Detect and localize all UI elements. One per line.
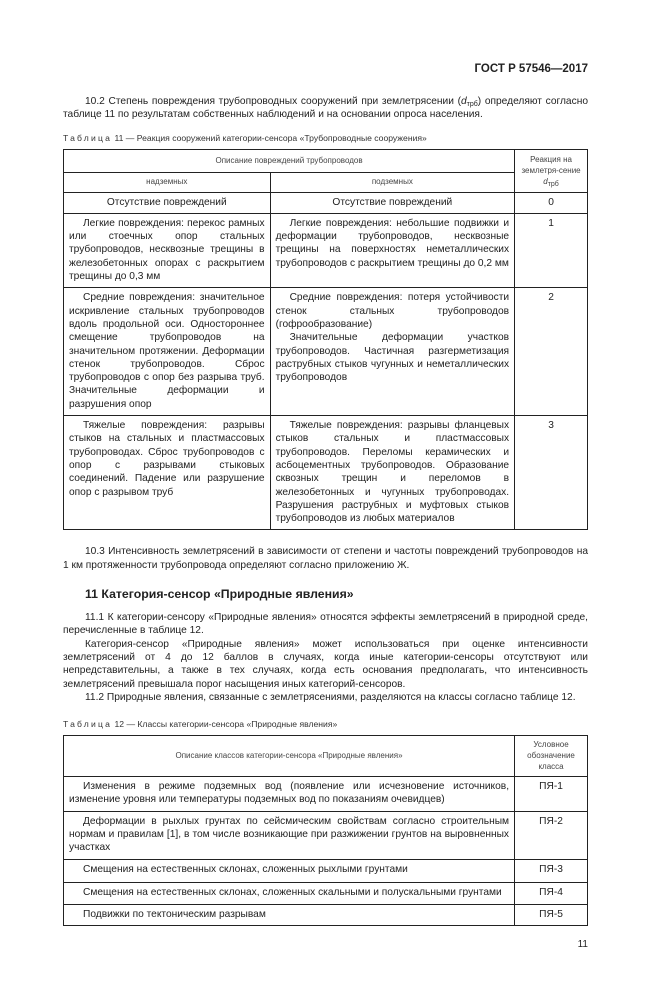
section-11-heading: 11 Категория-сенсор «Природные явления» xyxy=(85,587,354,602)
header-underground: подземных xyxy=(270,172,515,192)
table-row xyxy=(64,213,588,287)
cell-above: Средние повреждения: значительное искривление стальных трубопроводов вдоль продольной оси. Одностороннее смещение трубопроводов на значительном протяжении. Деформации стенок трубопроводов. Сброс трубопроводов с опор без разрыва труб. Значительные деформации и разрушения опор xyxy=(64,288,271,416)
cell-description: Смещения на естественных склонах, сложенных рыхлыми грунтами xyxy=(64,859,515,882)
table-row xyxy=(64,416,588,530)
table-row xyxy=(64,288,588,416)
table-row xyxy=(64,777,588,812)
table-12-caption: Таблица 12 — Классы категории-сенсора «Природные явления» xyxy=(63,719,338,730)
table-row xyxy=(64,882,588,904)
header-reaction: Реакция на землетря-сение $d_{трб}$ xyxy=(515,149,588,192)
cell-description: Смещения на естественных склонах, сложенных скальными и полускальными грунтами xyxy=(64,882,515,904)
cell-code: ПЯ-4 xyxy=(515,882,588,904)
cell-value: 1 xyxy=(515,213,588,287)
cell-code: ПЯ-5 xyxy=(515,904,588,925)
cell-value: 2 xyxy=(515,288,588,416)
header-class-description: Описание классов категории-сенсора «Природные явления» xyxy=(64,736,515,777)
cell-above: Легкие повреждения: перекос рамных или стоечных опор стальных трубопроводов, несквозные трещины в железобетонных опорах с раскрытием трещины до 0,3 мм xyxy=(64,213,271,287)
cell-below xyxy=(270,288,515,416)
cell-description: Изменения в режиме подземных вод (появление или исчезновение источников, изменение уровня или температуры подземных вод по показаниям очевидцев) xyxy=(64,777,515,812)
header-class-code: Условное обозначение класса xyxy=(515,736,588,777)
cell-text: Средние повреждения: потеря устойчивости стенок стальных трубопроводов (гофрообразование) xyxy=(275,292,510,330)
table-row xyxy=(64,904,588,925)
table-12 xyxy=(63,735,588,926)
document-id: ГОСТ Р 57546—2017 xyxy=(474,63,588,75)
cell-below: Отсутствие повреждений xyxy=(270,192,515,213)
cell-above: Отсутствие повреждений xyxy=(64,192,271,213)
cell-below: Легкие повреждения: небольшие подвижки и деформации трубопроводов, несквозные трещины на поверхностях неметаллических трубопроводов с раскрытием трещины до 0,2 мм xyxy=(270,213,515,287)
header-above-ground: надземных xyxy=(64,172,271,192)
cell-above: Тяжелые повреждения: разрывы стыков на стальных и пластмассовых трубопроводах. Сброс трубопроводов с опор с разрывами стыковых соединений. Падение или разрушение опор с разрывом труб xyxy=(64,416,271,530)
cell-value: 3 xyxy=(515,416,588,530)
paragraph-11-1b: Категория-сенсор «Природные явления» может использоваться при оценке интенсивности землетрясений от 4 до 12 баллов в случаях, когда иные категории-сенсоры отсутствуют или непредставительны, а также в тех случаях, когда есть основания предполагать, что интенсивность землетрясений превышала порог насыщения иных категорий-сенсоров. xyxy=(63,638,588,690)
table-row xyxy=(64,811,588,859)
cell-value: 0 xyxy=(515,192,588,213)
paragraph-10-2: 10.2 Степень повреждения трубопроводных сооружений при землетрясении $(d_{трб})$ определяют согласно таблице 11 по результатам собственных наблюдений и на основании опроса населения. xyxy=(63,96,588,121)
page-number: 11 xyxy=(577,938,588,950)
cell-code: ПЯ-2 xyxy=(515,811,588,859)
header-description: Описание повреждений трубопроводов xyxy=(64,149,515,172)
paragraph-11-2: 11.2 Природные явления, связанные с землетрясениями, разделяются на классы согласно таблице 12. xyxy=(85,691,576,703)
cell-text: Значительные деформации участков трубопроводов. Частичная разгерметизация раструбных стыков чугунных и неметаллических трубопроводов xyxy=(275,332,510,384)
paragraph-10-3: 10.3 Интенсивность землетрясений в зависимости от степени и частоты повреждений трубопроводов на 1 км протяженности трубопровода определяют согласно приложению Ж. xyxy=(63,546,588,571)
paragraph-11-1: 11.1 К категории-сенсору «Природные явления» относятся эффекты землетрясений в природной среде, перечисленные в таблице 12. xyxy=(63,612,588,637)
table-11 xyxy=(63,149,588,531)
cell-code: ПЯ-3 xyxy=(515,859,588,882)
cell-code: ПЯ-1 xyxy=(515,777,588,812)
table-11-caption: Таблица 11 — Реакция сооружений категории-сенсора «Трубопроводные сооружения» xyxy=(63,132,427,143)
table-row xyxy=(64,192,588,213)
table-row xyxy=(64,859,588,882)
cell-description: Деформации в рыхлых грунтах по сейсмическим свойствам согласно строительным нормам и правилам [1], в том числе возникающие при разжижении грунтов на выровненных участках xyxy=(64,811,515,859)
cell-below: Тяжелые повреждения: разрывы фланцевых стыков стальных и пластмассовых трубопроводов. Переломы керамических и асбоцементных трубопроводов. Образование сквозных трещин и переломов в железобетонных и чугунных трубопроводах. Разрушения раструбных и муфтовых стыков трубопроводов из любых материалов xyxy=(270,416,515,530)
cell-description: Подвижки по тектоническим разрывам xyxy=(64,904,515,925)
